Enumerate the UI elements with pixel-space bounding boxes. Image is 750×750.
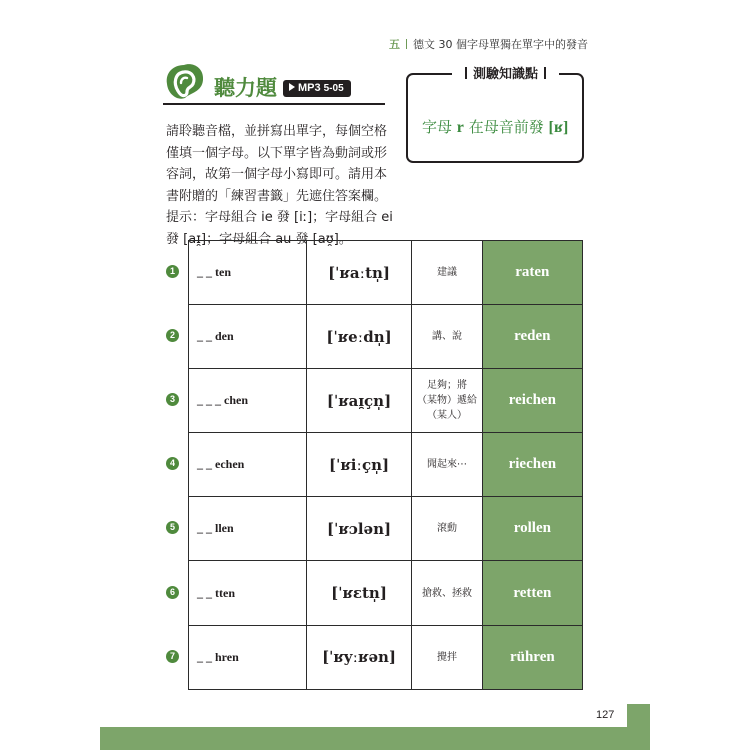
- answer-cell: reden: [482, 305, 582, 369]
- table-row: [189, 561, 583, 625]
- word-blank-cell: _ _ den: [189, 305, 307, 369]
- label-bar-left: [465, 67, 467, 79]
- word-blank-cell: _ _ llen: [189, 497, 307, 561]
- ipa-cell: [ˈʁeːdn̩]: [306, 305, 411, 369]
- row-number-badge: 5: [166, 521, 179, 534]
- ipa-cell: [ˈʁaɪ̯çn̩]: [306, 369, 411, 433]
- word-blank-cell: _ _ _ chen: [189, 369, 307, 433]
- answer-cell: retten: [482, 561, 582, 625]
- row-number-badge: 1: [166, 265, 179, 278]
- instructions-text: 請聆聽音檔，並拼寫出單字，每個空格僅填一個字母。以下單字皆為動詞或形容詞，故第一個字母小寫即可。請用本書附贈的「練習書籤」先遮住答案欄。提示：字母組合 ie 發 [iː]；字母組合 ei 發 [aɪ̯]；字母組合 au 發 [aʊ̯]。: [166, 124, 393, 247]
- ipa-cell: [ˈʁɛtn̩]: [306, 561, 411, 625]
- meaning-cell: 足夠；將 （某物）遞給 （某人）: [412, 369, 482, 433]
- mp3-track-badge: [283, 80, 351, 97]
- ipa-cell: [ˈʁaːtn̩]: [306, 241, 411, 305]
- ipa-cell: [ˈʁiːçn̩]: [306, 433, 411, 497]
- footer-bar: [100, 727, 650, 750]
- meaning-cell: 講、說: [412, 305, 482, 369]
- word-blank-cell: _ _ tten: [189, 561, 307, 625]
- knowledge-point-label: [452, 63, 559, 82]
- footer-tab: [627, 704, 650, 727]
- answer-cell: rühren: [482, 625, 582, 689]
- row-number-badge: 6: [166, 586, 179, 599]
- answer-cell: raten: [482, 241, 582, 305]
- table-row: [189, 241, 583, 305]
- vocab-table: [188, 240, 583, 690]
- knowledge-point-text: [422, 116, 568, 137]
- kp-letter: r: [456, 119, 464, 136]
- meaning-cell: 搶救、拯救: [412, 561, 482, 625]
- ipa-cell: [ˈʁɔlən]: [306, 497, 411, 561]
- row-number-badge: 3: [166, 393, 179, 406]
- meaning-cell: 滾動: [412, 497, 482, 561]
- play-icon: [289, 83, 295, 91]
- mp3-label: MP3: [298, 82, 321, 94]
- row-number-badge: 4: [166, 457, 179, 470]
- page-number: 127: [596, 709, 615, 721]
- kp-text-before: 字母: [422, 118, 453, 136]
- answer-cell: riechen: [482, 433, 582, 497]
- chapter-title: 德文 30 個字母單獨在單字中的發音: [413, 38, 588, 51]
- running-head-divider: [406, 39, 407, 49]
- title-underline: [163, 103, 385, 105]
- word-blank-cell: _ _ hren: [189, 625, 307, 689]
- word-blank-cell: _ _ ten: [189, 241, 307, 305]
- ipa-cell: [ˈʁyːʁən]: [306, 625, 411, 689]
- meaning-cell: 建議: [412, 241, 482, 305]
- word-blank-cell: _ _ echen: [189, 433, 307, 497]
- table-row: [189, 497, 583, 561]
- kp-ipa: [ʁ]: [548, 119, 569, 136]
- meaning-cell: 聞起來⋯: [412, 433, 482, 497]
- table-row: [189, 369, 583, 433]
- chapter-number: 五: [389, 38, 400, 51]
- answer-cell: rollen: [482, 497, 582, 561]
- table-row: [189, 433, 583, 497]
- table-row: [189, 305, 583, 369]
- row-number-badge: 7: [166, 650, 179, 663]
- kp-text-after: 在母音前發: [468, 118, 544, 136]
- ear-icon: [163, 61, 205, 103]
- meaning-cell: 攪拌: [412, 625, 482, 689]
- label-bar-right: [544, 67, 546, 79]
- row-number-badge: 2: [166, 329, 179, 342]
- section-title: 聽力題: [214, 76, 277, 100]
- answer-cell: reichen: [482, 369, 582, 433]
- knowledge-point-title: 測驗知識點: [473, 67, 539, 82]
- table-row: [189, 625, 583, 689]
- running-head: [389, 36, 588, 52]
- mp3-code: 5-05: [323, 83, 344, 94]
